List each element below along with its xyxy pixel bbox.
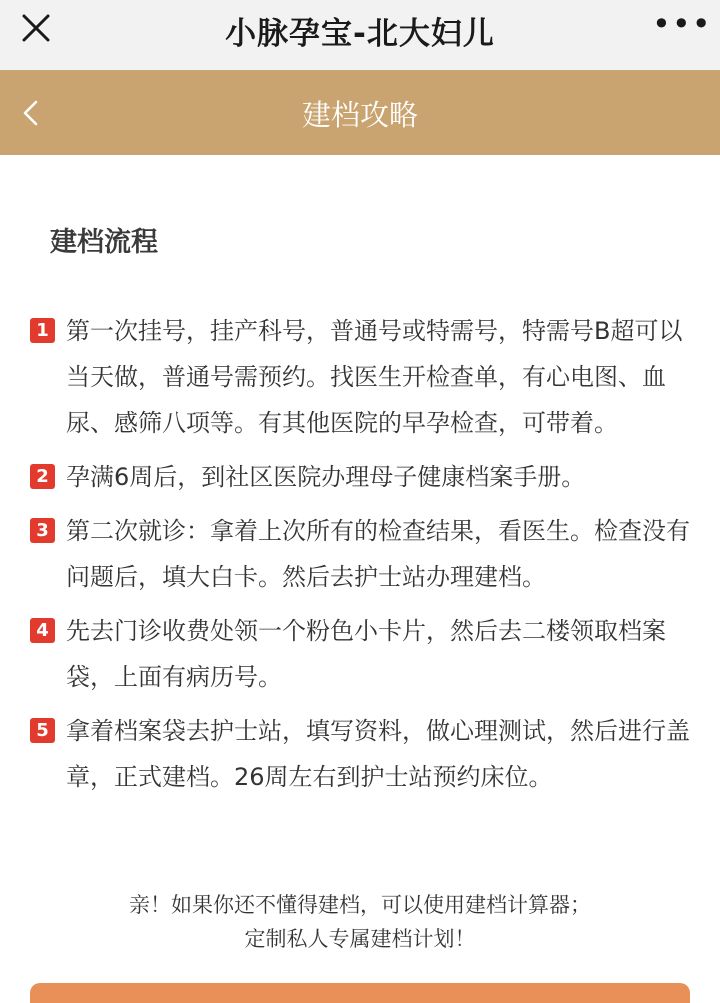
step-number-badge: 5 bbox=[30, 718, 55, 743]
step-number-badge: 3 bbox=[30, 518, 55, 543]
calculator-button[interactable] bbox=[30, 983, 690, 1003]
footer-note bbox=[0, 888, 720, 956]
footer-line-2: 定制私人专属建档计划！ bbox=[244, 927, 476, 951]
step-text: 第二次就诊：拿着上次所有的检查结果，看医生。检查没有问题后，填大白卡。然后去护士站办理建档。 bbox=[66, 517, 690, 591]
window-title: 小脉孕宝-北大妇儿 bbox=[225, 16, 495, 52]
step-item bbox=[30, 508, 700, 600]
steps-list bbox=[30, 308, 700, 808]
section-title: 建档流程 bbox=[50, 227, 158, 258]
step-text: 孕满6周后，到社区医院办理母子健康档案手册。 bbox=[66, 463, 586, 491]
step-item bbox=[30, 454, 700, 500]
step-number-badge: 2 bbox=[30, 464, 55, 489]
footer-line-1: 亲！如果你还不懂得建档，可以使用建档计算器； bbox=[129, 893, 591, 917]
top-bar bbox=[0, 0, 720, 70]
step-text: 先去门诊收费处领一个粉色小卡片，然后去二楼领取档案袋，上面有病历号。 bbox=[66, 617, 666, 691]
more-dots-icon[interactable]: ••• bbox=[652, 5, 712, 43]
step-number-badge: 1 bbox=[30, 318, 55, 343]
step-item bbox=[30, 308, 700, 446]
step-item bbox=[30, 608, 700, 700]
step-number-badge: 4 bbox=[30, 618, 55, 643]
step-item bbox=[30, 708, 700, 800]
step-text: 第一次挂号，挂产科号，普通号或特需号，特需号B超可以当天做，普通号需预约。找医生开检查单，有心电图、血尿、感筛八项等。有其他医院的早孕检查，可带着。 bbox=[66, 317, 683, 437]
step-text: 拿着档案袋去护士站，填写资料，做心理测试，然后进行盖章，正式建档。26周左右到护士站预约床位。 bbox=[66, 717, 690, 791]
page-title: 建档攻略 bbox=[301, 98, 418, 132]
nav-bar bbox=[0, 70, 720, 155]
